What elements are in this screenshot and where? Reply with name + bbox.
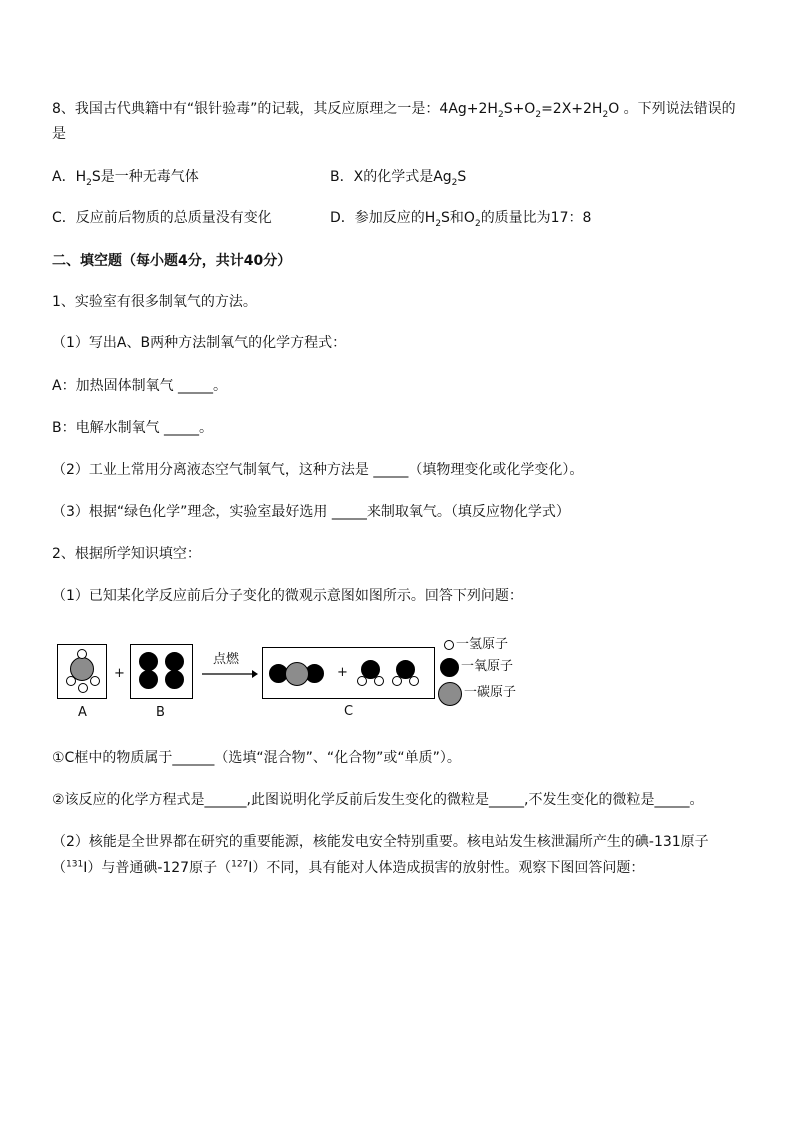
q8-option-c[interactable]: C．反应前后物质的总质量没有变化 [52,210,272,226]
q1-part1: （1）写出A、B两种方法制氧气的化学方程式： [52,335,347,351]
hydrogen-atom [78,683,88,693]
hydrogen-atom [77,649,87,659]
hydrogen-atom [357,676,367,686]
legend-carbon-icon [438,682,462,706]
box-c [262,647,435,699]
q1-stem: 1、实验室有很多制氧气的方法。 [52,294,257,310]
q1-part1-a: A：加热固体制氧气 _____。 [52,378,228,394]
box-b [130,644,193,699]
oxygen-atom [139,652,158,671]
label-a: A [78,705,87,720]
legend-carbon: 一碳原子 [464,685,517,700]
q8-stem-line2: 是 [52,126,66,142]
q2-stem: 2、根据所学知识填空： [52,546,201,562]
reaction-diagram [50,630,550,725]
q2-part2-line1: （2）核能是全世界都在研究的重要能源，核能发电安全特别重要。核电站发生核泄漏所产生的碘-131原子 [52,834,709,850]
q8-option-a[interactable]: A．$H_2S$是一种无毒气体 [52,169,199,188]
q2-part2-line2: （$^{131}$I）与普通碘-127原子（$^{127}$I）不同，具有能对人体造成损害的放射性。观察下图回答问题： [52,859,645,876]
label-c: C [344,704,354,719]
oxygen-atom [165,670,184,689]
q2-part1: （1）已知某化学反应前后分子变化的微观示意图如图所示。回答下列问题： [52,588,523,604]
q2-sub2: ②该反应的化学方程式是______,此图说明化学反前后发生变化的微粒是_____,不发生变化的微粒是_____。 [52,792,704,808]
oxygen-atom [139,670,158,689]
box-a [57,644,107,699]
reaction-arrow [202,668,258,680]
q1-part1-b: B：电解水制氧气 _____。 [52,420,214,436]
legend-hydrogen-icon [444,640,454,650]
plus-sign: + [337,665,348,680]
label-b: B [156,705,165,720]
q8-stem: 8、我国古代典籍中有“银针验毒”的记载，其反应原理之一是：$4Ag+2H_2S+O_2=2X+2H_2O$ 。下列说法错误的 [52,101,736,120]
q8-option-d[interactable]: D．参加反应的$H_2S$和$O_2$的质量比为17：8 [330,210,592,229]
hydrogen-atom [392,676,402,686]
hydrogen-atom [409,676,419,686]
reaction-condition: 点燃 [213,652,240,667]
q2-sub1: ①C框中的物质属于______（选填“混合物”、“化合物”或“单质”）。 [52,750,461,766]
legend-oxygen-icon [440,658,459,677]
legend-oxygen: 一氧原子 [461,659,514,674]
q1-part3: （3）根据“绿色化学”理念，实验室最好选用 _____来制取氧气。（填反应物化学式） [52,504,570,520]
legend-hydrogen: 一氢原子 [456,637,509,652]
q8-options-row1 [52,167,752,187]
q8-options-row2 [52,208,752,228]
oxygen-atom [165,652,184,671]
plus-sign: + [114,666,125,681]
q1-part2: （2）工业上常用分离液态空气制氧气，这种方法是 _____（填物理变化或化学变化）。 [52,462,584,478]
section-heading: 二、填空题（每小题4分，共计40分） [52,253,292,269]
hydrogen-atom [90,676,100,686]
q8-option-b[interactable]: B．X的化学式是$Ag_2S$ [330,169,467,188]
hydrogen-atom [374,676,384,686]
carbon-atom [285,662,309,686]
hydrogen-atom [66,676,76,686]
